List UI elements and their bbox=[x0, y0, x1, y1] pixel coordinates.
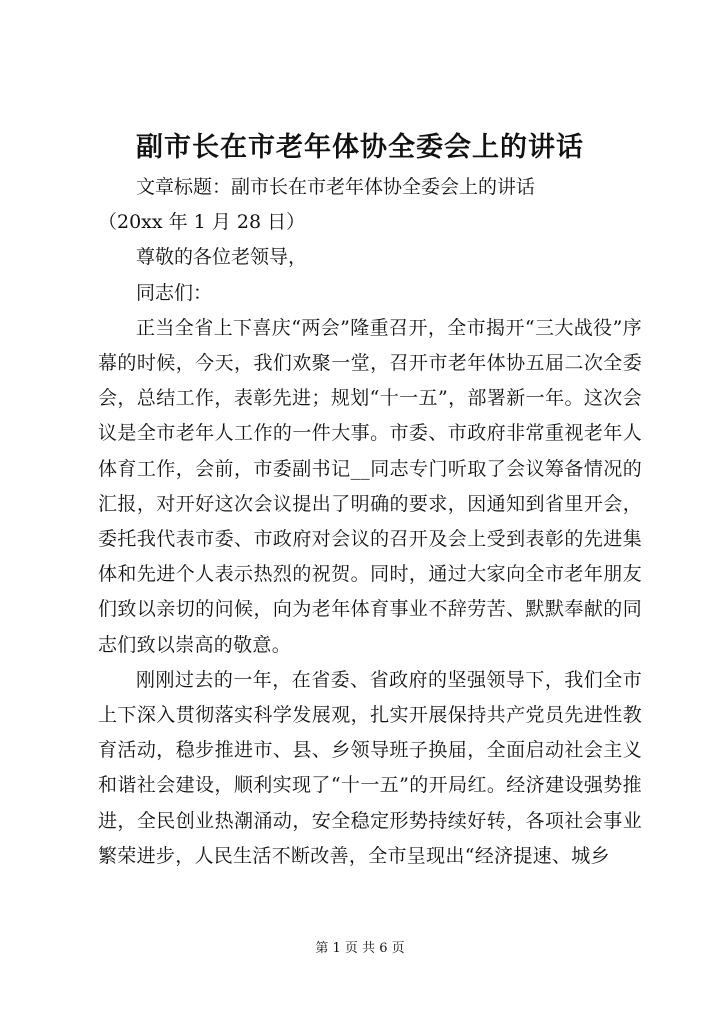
page-number-footer: 第 1 页 共 6 页 bbox=[315, 941, 405, 956]
date-line: （20xx 年 1 月 28 日） bbox=[98, 211, 306, 234]
greeting-line: 尊敬的各位老领导， bbox=[136, 246, 308, 269]
document-title: 副市长在市老年体协全委会上的讲话 bbox=[136, 132, 584, 163]
paragraph: 正当全省上下喜庆“两会”隆重召开，全市揭开“三大战役”序幕的时候，今天，我们欢聚一堂，召开市老年体协五届二次全委会，总结工作，表彰先进；规划“十一五”，部署新一年。这次会议是全市老年人工作的一件大事。市委、市政府非常重视老年人体育工作，会前，市委副书记__同志专门听取了会议筹备情况的汇报，对开好这次会议提出了明确的要求，因通知到省里开会，委托我代表市委、市政府对会议的召开及会上受到表彰的先进集体和先进个人表示热烈的祝贺。同时，通过大家向全市老年朋友们致以亲切的问候，向为老年体育事业不辞劳苦、默默奉献的同志们致以崇高的敬意。 bbox=[98, 316, 642, 656]
document-body bbox=[98, 170, 642, 874]
salutation-line: 同志们： bbox=[136, 281, 213, 304]
article-title-line: 文章标题：副市长在市老年体协全委会上的讲话 bbox=[136, 176, 536, 198]
paragraph: 刚刚过去的一年，在省委、省政府的坚强领导下，我们全市上下深入贯彻落实科学发展观，扎实开展保持共产党员先进性教育活动，稳步推进市、县、乡领导班子换届，全面启动社会主义和谐社会建设，顺利实现了“十一五”的开局红。经济建设强势推进，全民创业热潮涌动，安全稳定形势持续好转，各项社会事业繁荣进步，人民生活不断改善，全市呈现出“经济提速、城乡 bbox=[98, 668, 642, 867]
